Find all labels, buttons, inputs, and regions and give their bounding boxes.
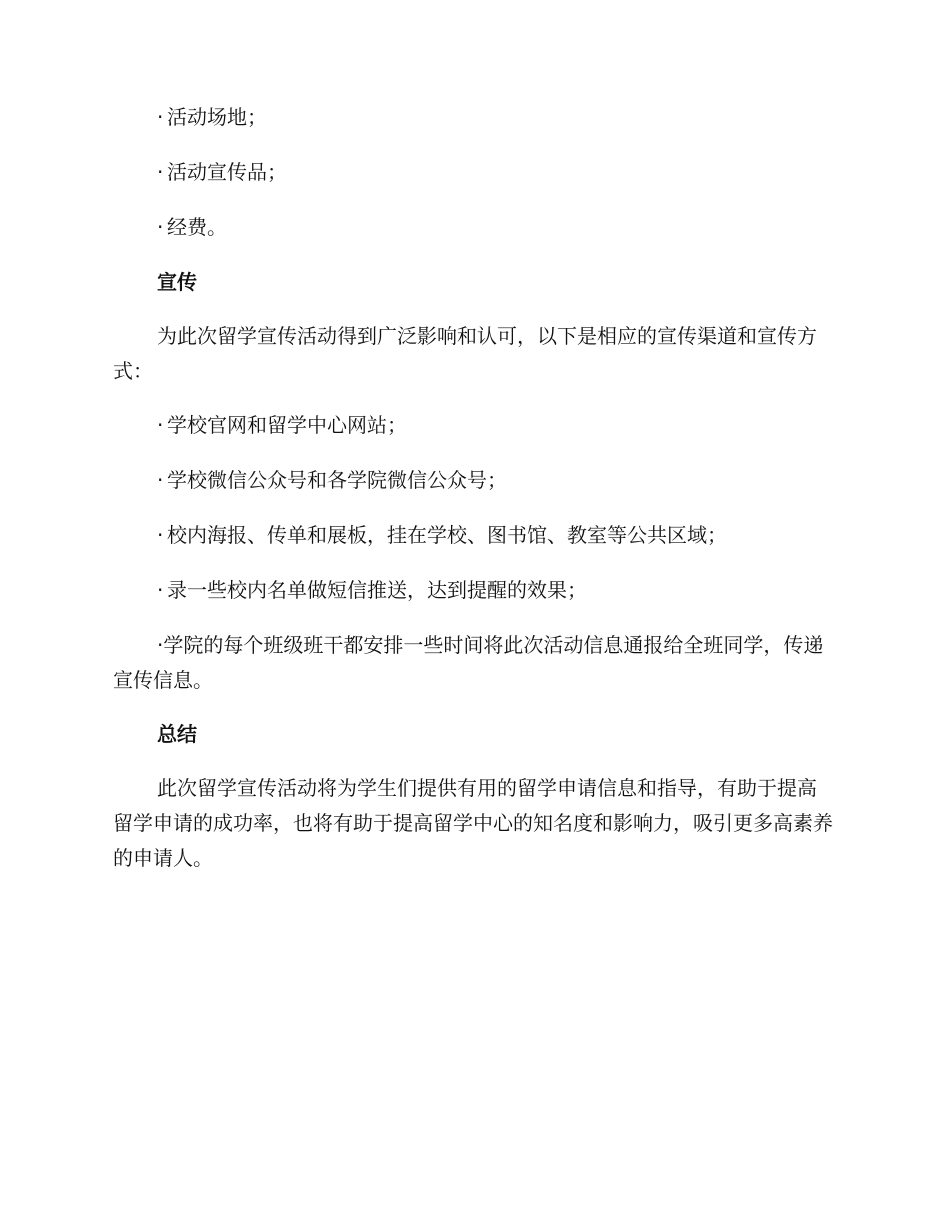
list-item: · 学校微信公众号和各学院微信公众号； (113, 463, 833, 498)
list-item: · 活动场地； (113, 100, 833, 135)
summary-paragraph: 此次留学宣传活动将为学生们提供有用的留学申请信息和指导，有助于提高留学申请的成功率，也将有助于提高留学中心的知名度和影响力，吸引更多高素养的申请人。 (113, 776, 833, 870)
bullet-icon: · (157, 633, 164, 657)
list-item: · 录一些校内名单做短信推送，达到提醒的效果； (113, 573, 833, 608)
document-page (113, 100, 833, 895)
bullet-icon: · (157, 215, 164, 239)
bullet-icon: · (157, 413, 164, 437)
bullet-icon: · (157, 578, 164, 602)
bullet-icon: · (157, 160, 164, 184)
list-item-wrapped: ·学院的每个班级班干都安排一些时间将此次活动信息通报给全班同学，传递宣传信息。 (113, 633, 824, 692)
list-item: · 经费。 (113, 210, 833, 245)
section-heading-promo: 宣传 (157, 270, 197, 294)
bullet-icon: · (157, 468, 164, 492)
bullet-icon: · (157, 523, 164, 547)
bullet-icon: · (157, 105, 164, 129)
section-heading-summary: 总结 (157, 722, 197, 746)
list-item: · 校内海报、传单和展板，挂在学校、图书馆、教室等公共区域； (113, 518, 833, 553)
promo-intro-paragraph: 为此次留学宣传活动得到广泛影响和认可，以下是相应的宣传渠道和宣传方式： (113, 324, 817, 383)
list-item: · 学校官网和留学中心网站； (113, 408, 833, 443)
list-item: · 活动宣传品； (113, 155, 833, 190)
